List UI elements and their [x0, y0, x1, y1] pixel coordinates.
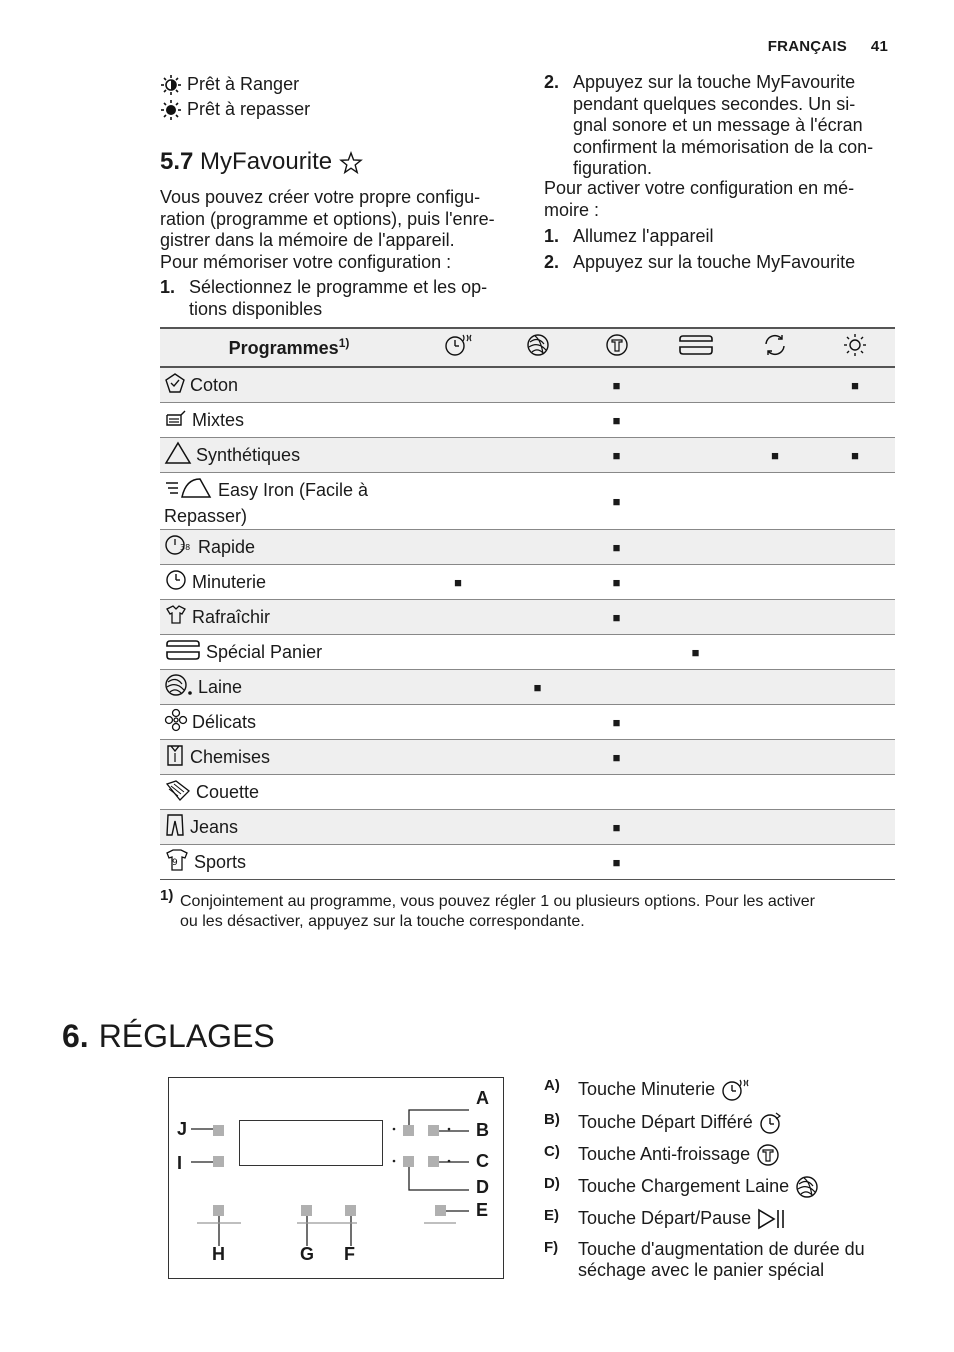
option-cell-6 [815, 845, 895, 880]
option-cell-3 [577, 740, 656, 775]
option-cell-1 [418, 473, 498, 530]
option-cell-5 [735, 705, 815, 740]
timer-icon [720, 1077, 750, 1103]
option-cell-2 [498, 810, 577, 845]
text-line: Appuyez sur la touche MyFavourite [573, 251, 856, 272]
program-name-cell [160, 810, 418, 845]
legend-key: C) [544, 1143, 560, 1160]
header-programmes [160, 328, 418, 367]
legend-text: Touche Minuterie [578, 1078, 716, 1099]
header-label: Programmes [228, 338, 339, 358]
option-cell-4 [656, 473, 735, 530]
label-b: B [476, 1120, 489, 1140]
program-name: Rafraîchir [192, 606, 271, 627]
footnote [160, 886, 900, 932]
label-e: E [476, 1200, 489, 1220]
program-name-cell [160, 600, 418, 635]
option-cell-4 [656, 403, 735, 438]
option-cell-5 [735, 670, 815, 705]
option-mark: ■ [612, 819, 621, 835]
option-cell-6 [815, 810, 895, 845]
coton-icon [164, 372, 186, 399]
program-name: Sports [194, 851, 247, 872]
option-cell-2 [498, 565, 577, 600]
table-row [160, 810, 895, 845]
option-cell-5 [735, 438, 815, 473]
program-name: Rapide [198, 536, 256, 557]
legend-text: Touche d'augmentation de durée du séchage avec le panier spécial [578, 1239, 865, 1280]
table-row [160, 367, 895, 403]
section-title: RÉGLAGES [98, 1018, 275, 1054]
item-pret-repasser [160, 99, 310, 121]
option-mark: ■ [612, 574, 621, 590]
option-cell-5 [735, 565, 815, 600]
label-i: I [177, 1153, 183, 1173]
option-mark: ■ [612, 609, 621, 625]
text-line: Pour mémoriser votre configuration : [160, 251, 452, 272]
option-cell-2 [498, 845, 577, 880]
option-mark: ■ [612, 854, 621, 870]
text-line: gnal sonore et un message à l'écran [573, 115, 863, 135]
legend-item-d [544, 1175, 904, 1199]
header-sup: 1) [338, 336, 350, 350]
text-line: gistrer dans la mémoire de l'appareil. [160, 230, 455, 250]
option-cell-2 [498, 438, 577, 473]
option-cell-5 [735, 403, 815, 438]
page-header [744, 38, 888, 55]
option-cell-4 [656, 565, 735, 600]
option-cell-1 [418, 810, 498, 845]
program-name-cell [160, 530, 418, 565]
legend-key: A) [544, 1077, 560, 1094]
program-name: Spécial Panier [206, 641, 323, 662]
option-cell-2 [498, 635, 577, 670]
option-cell-1 [418, 845, 498, 880]
delicats-icon [164, 708, 188, 737]
language-label: FRANÇAIS [767, 38, 847, 55]
delay-start-icon [758, 1111, 784, 1135]
option-cell-4 [656, 600, 735, 635]
activate-text [544, 178, 904, 221]
item-label: Prêt à repasser [187, 98, 311, 119]
label-g: G [300, 1244, 315, 1264]
table-row [160, 775, 895, 810]
text-line: pendant quelques secondes. Un si- [573, 93, 856, 114]
couette-icon [164, 778, 192, 807]
header-timer-icon [418, 328, 498, 367]
header-basket-icon [656, 328, 735, 367]
program-name-cell [160, 705, 418, 740]
label-a: A [476, 1088, 489, 1108]
control-panel-diagram [168, 1077, 504, 1279]
option-cell-4 [656, 740, 735, 775]
option-cell-1 [418, 635, 498, 670]
option-cell-6 [815, 367, 895, 403]
table-row [160, 670, 895, 705]
option-cell-4 [656, 438, 735, 473]
easy-iron-icon [164, 475, 214, 506]
option-cell-3 [577, 530, 656, 565]
option-cell-3 [577, 367, 656, 403]
option-cell-5 [735, 845, 815, 880]
option-cell-1 [418, 565, 498, 600]
section-title: MyFavourite [200, 148, 333, 175]
text-line: moire : [544, 199, 600, 220]
program-name: Laine [198, 676, 243, 697]
sports-icon [164, 848, 190, 877]
table-row [160, 473, 895, 530]
option-cell-2 [498, 775, 577, 810]
option-mark: ■ [691, 644, 700, 660]
programmes-table [160, 327, 895, 880]
header-antifroissage-icon [577, 328, 656, 367]
start-pause-icon [756, 1207, 786, 1231]
option-cell-6 [815, 530, 895, 565]
text-line: ration (programme et options), puis l'enre- [160, 208, 495, 229]
minuterie-icon [164, 568, 188, 597]
option-cell-2 [498, 403, 577, 438]
table-row [160, 565, 895, 600]
label-j: J [177, 1119, 188, 1139]
svg-text:38: 38 [180, 542, 191, 552]
option-cell-6 [815, 600, 895, 635]
antifroissage-icon [755, 1143, 781, 1167]
program-name: Easy Iron (Facile à Repasser) [164, 479, 369, 527]
option-mark: ■ [612, 377, 621, 393]
synthetiques-icon [164, 441, 192, 470]
option-cell-3 [577, 705, 656, 740]
program-name-cell [160, 635, 418, 670]
rafraichir-icon [164, 603, 188, 632]
program-name: Mixtes [192, 409, 245, 430]
table-body [160, 367, 895, 880]
option-cell-3 [577, 438, 656, 473]
option-cell-6 [815, 403, 895, 438]
text-line: Allumez l'appareil [573, 226, 714, 246]
text-line: Appuyez sur la touche MyFavourite [573, 72, 856, 92]
table-row [160, 403, 895, 438]
step-1: 1. Sélectionnez le programme et les op- tions disponibles [160, 277, 488, 319]
label-h: H [212, 1244, 225, 1264]
option-cell-6 [815, 635, 895, 670]
option-mark: ■ [612, 539, 621, 555]
header-sun-icon [815, 328, 895, 367]
option-cell-3 [577, 670, 656, 705]
option-cell-3 [577, 473, 656, 530]
option-cell-1 [418, 438, 498, 473]
table-row [160, 600, 895, 635]
option-cell-3 [577, 775, 656, 810]
text-line: Pour activer votre configuration en mé- [544, 178, 855, 198]
legend-key: E) [544, 1207, 559, 1224]
panel-legend [544, 1077, 904, 1289]
option-cell-2 [498, 367, 577, 403]
activate-steps [544, 226, 904, 277]
footnote-line: Conjointement au programme, vous pouvez régler 1 ou plusieurs options. Pour les activer [180, 893, 815, 910]
program-name: Coton [190, 374, 239, 395]
option-cell-1 [418, 367, 498, 403]
act-step-1: 1. Allumez l'appareil [544, 226, 714, 246]
legend-key: F) [544, 1239, 559, 1256]
option-cell-4 [656, 705, 735, 740]
laine-icon [164, 673, 194, 702]
option-cell-2 [498, 473, 577, 530]
option-mark: ■ [612, 412, 621, 428]
option-cell-4 [656, 775, 735, 810]
program-name-cell [160, 670, 418, 705]
legend-item-b [544, 1111, 904, 1135]
label-d: D [476, 1177, 489, 1197]
program-name: Synthétiques [196, 444, 301, 465]
page-number: 41 [870, 38, 888, 55]
mixtes-icon [164, 407, 188, 434]
option-cell-1 [418, 403, 498, 438]
option-cell-5 [735, 367, 815, 403]
option-cell-1 [418, 600, 498, 635]
option-cell-2 [498, 740, 577, 775]
table-row [160, 438, 895, 473]
text-line: confirment la mémorisation de la con- [573, 136, 874, 157]
option-mark: ■ [533, 679, 542, 695]
star-icon [339, 151, 363, 175]
option-mark: ■ [851, 447, 859, 463]
option-cell-5 [735, 473, 815, 530]
sun-half-icon [160, 75, 182, 95]
program-name-cell [160, 740, 418, 775]
option-cell-3 [577, 845, 656, 880]
option-mark: ■ [454, 574, 462, 590]
item-pret-ranger [160, 74, 310, 96]
option-mark: ■ [851, 377, 859, 393]
option-cell-3 [577, 565, 656, 600]
program-name: Jeans [190, 816, 239, 837]
text-line: tions disponibles [189, 298, 323, 319]
program-name-cell [160, 403, 418, 438]
footnote-marker: 1) [160, 887, 174, 904]
option-cell-6 [815, 565, 895, 600]
table-header-row [160, 328, 895, 367]
program-name-cell [160, 845, 418, 880]
option-mark: ■ [612, 493, 621, 509]
legend-item-c [544, 1143, 904, 1167]
legend-item-e [544, 1207, 904, 1231]
option-cell-5 [735, 600, 815, 635]
option-cell-4 [656, 530, 735, 565]
program-name-cell [160, 438, 418, 473]
section-6-heading [62, 1018, 275, 1055]
option-cell-1 [418, 740, 498, 775]
program-name-cell [160, 473, 418, 530]
section-number: 6. [62, 1018, 89, 1054]
header-cycle-icon [735, 328, 815, 367]
header-wool-icon [498, 328, 577, 367]
sun-full-icon [160, 100, 182, 120]
store-step-2 [544, 72, 904, 184]
table-row [160, 740, 895, 775]
option-cell-1 [418, 705, 498, 740]
program-name: Minuterie [192, 571, 267, 592]
option-cell-2 [498, 705, 577, 740]
option-cell-1 [418, 775, 498, 810]
section-number: 5.7 [160, 148, 194, 175]
table-row [160, 845, 895, 880]
svg-text:9: 9 [172, 857, 178, 868]
option-cell-6 [815, 438, 895, 473]
option-cell-3 [577, 403, 656, 438]
option-cell-4 [656, 635, 735, 670]
option-cell-2 [498, 670, 577, 705]
option-cell-3 [577, 635, 656, 670]
program-name: Chemises [190, 746, 271, 767]
section-heading [160, 148, 363, 176]
option-cell-2 [498, 600, 577, 635]
label-c: C [476, 1151, 489, 1171]
item-label: Prêt à Ranger [187, 74, 300, 94]
footnote-line: ou les désactiver, appuyez sur la touche correspondante. [180, 913, 585, 930]
option-cell-6 [815, 473, 895, 530]
wool-icon [794, 1175, 820, 1199]
option-mark: ■ [612, 714, 621, 730]
option-mark: ■ [612, 749, 621, 765]
intro-text [160, 187, 520, 273]
option-mark: ■ [612, 447, 621, 463]
legend-text: Touche Départ/Pause [578, 1207, 752, 1228]
legend-text: Touche Chargement Laine [578, 1175, 790, 1196]
text-line: Sélectionnez le programme et les op- [189, 277, 488, 297]
store-steps [160, 277, 520, 324]
program-name-cell [160, 775, 418, 810]
program-name-cell [160, 565, 418, 600]
act-step-2: 2. Appuyez sur la touche MyFavourite [544, 251, 856, 272]
option-cell-6 [815, 705, 895, 740]
legend-item-a [544, 1077, 904, 1103]
program-name: Couette [196, 781, 260, 802]
option-cell-3 [577, 810, 656, 845]
legend-item-f [544, 1239, 904, 1281]
option-cell-3 [577, 600, 656, 635]
option-cell-6 [815, 670, 895, 705]
option-cell-4 [656, 810, 735, 845]
top-items [160, 74, 310, 120]
option-cell-1 [418, 670, 498, 705]
option-cell-6 [815, 775, 895, 810]
program-name-cell [160, 367, 418, 403]
option-cell-5 [735, 810, 815, 845]
rapide-icon [164, 533, 194, 562]
program-name: Délicats [192, 711, 257, 732]
option-cell-5 [735, 530, 815, 565]
table-row [160, 635, 895, 670]
option-cell-5 [735, 635, 815, 670]
legend-key: B) [544, 1111, 560, 1128]
chemises-icon [164, 743, 186, 772]
legend-text: Touche Départ Différé [578, 1111, 753, 1132]
step-2: 2. Appuyez sur la touche MyFavourite pendant quelques secondes. Un si- gnal sonore et un message à l'écran confirment la mémorisation de la con- figuration. [544, 72, 874, 178]
label-f: F [344, 1244, 355, 1264]
option-cell-4 [656, 845, 735, 880]
text-line: figuration. [573, 158, 653, 178]
option-cell-1 [418, 530, 498, 565]
option-cell-4 [656, 367, 735, 403]
jeans-icon [164, 813, 186, 842]
text-line: Vous pouvez créer votre propre configu- [160, 187, 481, 207]
option-cell-5 [735, 740, 815, 775]
table-row [160, 705, 895, 740]
option-cell-5 [735, 775, 815, 810]
special-panier-icon [164, 638, 202, 667]
option-cell-2 [498, 530, 577, 565]
legend-key: D) [544, 1175, 560, 1192]
option-mark: ■ [771, 447, 779, 463]
option-cell-6 [815, 740, 895, 775]
option-cell-4 [656, 670, 735, 705]
table-row [160, 530, 895, 565]
legend-text: Touche Anti-froissage [578, 1143, 751, 1164]
